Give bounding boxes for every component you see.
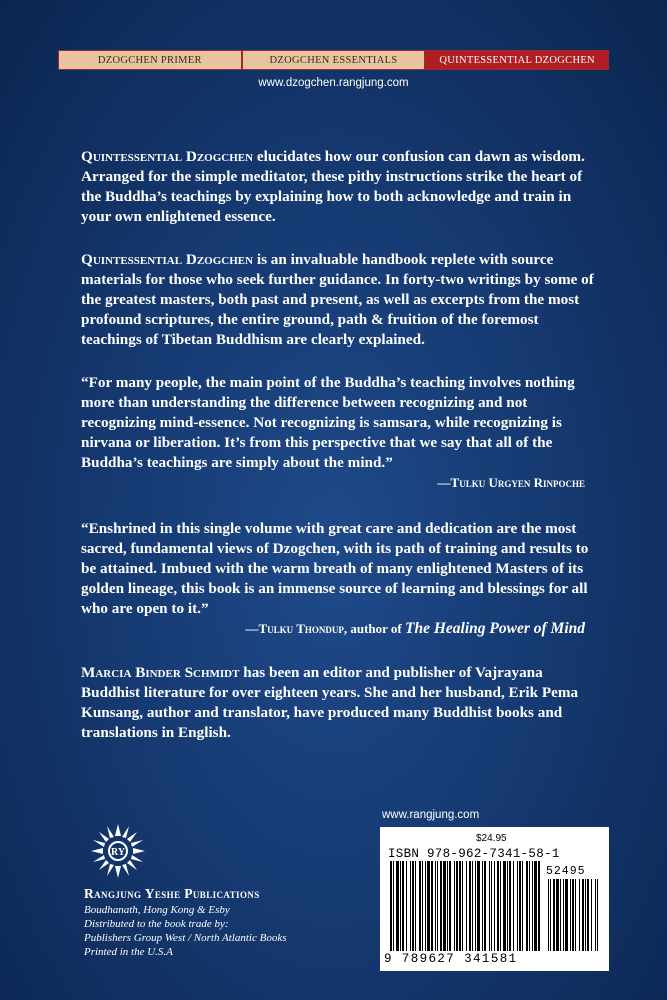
barcode-bar (509, 861, 511, 951)
barcode-bar (526, 861, 528, 951)
series-tabs (58, 50, 609, 70)
barcode-bar (440, 861, 442, 951)
quote-1: “For many people, the main point of the Buddha’s teaching involves nothing more than understanding the difference between recognizing and not recognizing mind-essence. Not recognizing is samsara, while recognizing is nirvana or liberation. It’s from this perspective that we say that all of the Buddha’s teachings are simply about the mind.” (81, 374, 575, 471)
barcode-bar (454, 861, 455, 951)
barcode-bar (422, 861, 423, 951)
book-title: Quintessential Dzogchen (81, 251, 254, 268)
ean5-bar (565, 879, 568, 951)
barcode-bar (415, 861, 416, 951)
quote-2-author: —Tulku Thondup (245, 621, 344, 636)
barcode-bar (410, 861, 411, 951)
price: $24.95 (476, 833, 507, 844)
ean5-bar (582, 879, 584, 951)
barcode-bar (425, 861, 426, 951)
barcode-bars (390, 861, 602, 953)
ean5-bar (572, 879, 574, 951)
barcode-bar (534, 861, 537, 951)
publisher-line: Publishers Group West / North Atlantic Books (84, 932, 287, 944)
barcode-bar (532, 861, 533, 951)
bio-name: Marcia Binder Schmidt (81, 664, 240, 681)
ean5-bar (575, 879, 576, 951)
barcode-bar (427, 861, 430, 951)
ean5-bar (553, 879, 555, 951)
barcode-bar (507, 861, 508, 951)
barcode-bar (449, 861, 451, 951)
barcode-bar (503, 861, 506, 951)
barcode-bar (529, 861, 530, 951)
quote-2-author-suffix: , author of (343, 621, 406, 636)
barcode-bar (517, 861, 518, 951)
quote-1-author: —Tulku Urgyen Rinpoche (437, 475, 585, 490)
ean5-bar (570, 879, 571, 951)
tab-dzogchen-primer: DZOGCHEN PRIMER (58, 50, 242, 70)
barcode-bar (459, 861, 461, 951)
barcode-bar (435, 861, 436, 951)
bio-text: has been an editor and publisher of Vajrayana Buddhist literature for over eighteen years. She and her husband, Erik Pema Kunsang, author and translator, have produced many Buddhist books and translations in English. (81, 664, 579, 741)
quote-2: “Enshrined in this single volume with great care and dedication are the most sacred, fundamental views of Dzogchen, with its path of training and results to be attained. Imbued with the warm breath of many enlightened Masters of its golden lineage, this book is an immense source of learning and blessings for all who are open to it.” (81, 520, 589, 617)
logo-letters: RY (110, 847, 126, 858)
barcode-bar (393, 861, 394, 951)
barcode-bar (462, 861, 463, 951)
barcode-bar (538, 861, 540, 951)
ean5-bar (560, 879, 561, 951)
barcode-bar (443, 861, 446, 951)
barcode-bar (522, 861, 523, 951)
ean5-bar (550, 879, 551, 951)
publisher-logo-icon (85, 818, 151, 884)
barcode-panel (380, 827, 609, 971)
barcode-bar (437, 861, 438, 951)
publisher-line: Distributed to the book trade by: (84, 918, 229, 930)
barcode-bar (466, 861, 467, 951)
barcode-bar (497, 861, 499, 951)
ean-digits: 9 789627 341581 (384, 952, 518, 966)
description-paragraph-2 (81, 250, 599, 350)
barcode-bar (482, 861, 483, 951)
ean5-bar (548, 879, 549, 951)
book-title: Quintessential Dzogchen (81, 148, 254, 165)
website-url: www.dzogchen.rangjung.com (258, 77, 409, 89)
ean5-digits: 52495 (546, 865, 586, 878)
barcode-bar (472, 861, 473, 951)
ean5-bar (591, 879, 592, 951)
barcode-website: www.rangjung.com (382, 809, 480, 821)
ean5-bar (563, 879, 564, 951)
barcode-bar (431, 861, 433, 951)
barcode-bar (390, 861, 392, 951)
barcode-bar (484, 861, 486, 951)
ean5-bar (585, 879, 586, 951)
barcode-bar (500, 861, 501, 951)
ean5-bar (587, 879, 589, 951)
barcode-bar (491, 861, 492, 951)
barcode-bar (419, 861, 421, 951)
barcode-bar (400, 861, 401, 951)
ean5-bar (556, 879, 559, 951)
barcode-bar (513, 861, 514, 951)
description-paragraph-1 (81, 147, 599, 227)
tab-dzogchen-essentials: DZOGCHEN ESSENTIALS (242, 50, 426, 70)
ean5-bar (595, 879, 596, 951)
barcode-bar (447, 861, 448, 951)
author-bio (81, 663, 599, 743)
barcode-bar (489, 861, 490, 951)
barcode-bar (456, 861, 458, 951)
publisher-line: Boudhanath, Hong Kong & Esby (84, 904, 230, 916)
quote-2-attribution (246, 620, 586, 638)
description-text-1: elucidates how our confusion can dawn as wisdom. Arranged for the simple meditator, these pithy instructions strike the heart of the Buddha’s teachings by explaining how to both acknowledge and train in your own enlightened essence. (81, 148, 585, 225)
quote-2-book-title: The Healing Power of Mind (405, 620, 585, 637)
barcode-bar (477, 861, 480, 951)
publisher-line: Printed in the U.S.A (84, 946, 173, 958)
barcode-bar (469, 861, 471, 951)
isbn: ISBN 978-962-7341-58-1 (388, 847, 560, 861)
barcode-bar (494, 861, 495, 951)
ean5-bar (597, 879, 598, 951)
barcode-bar (475, 861, 476, 951)
barcode-bar (402, 861, 404, 951)
barcode-bar (396, 861, 399, 951)
barcode-bar (519, 861, 521, 951)
publisher-name: Rangjung Yeshe Publications (84, 886, 260, 901)
description-text-2: is an invaluable handbook replete with source materials for those who seek further guidance. In forty-two writings by some of the greatest masters, both past and present, as well as excerpts from the most profound scriptures, the entire ground, path & fruition of the foremost teachings of Tibetan Buddhism are clearly explained. (81, 251, 594, 348)
barcode-bar (406, 861, 407, 951)
tab-quintessential-dzogchen: QUINTESSENTIAL DZOGCHEN (425, 50, 609, 70)
barcode-bar (412, 861, 414, 951)
ean5-bar (579, 879, 580, 951)
